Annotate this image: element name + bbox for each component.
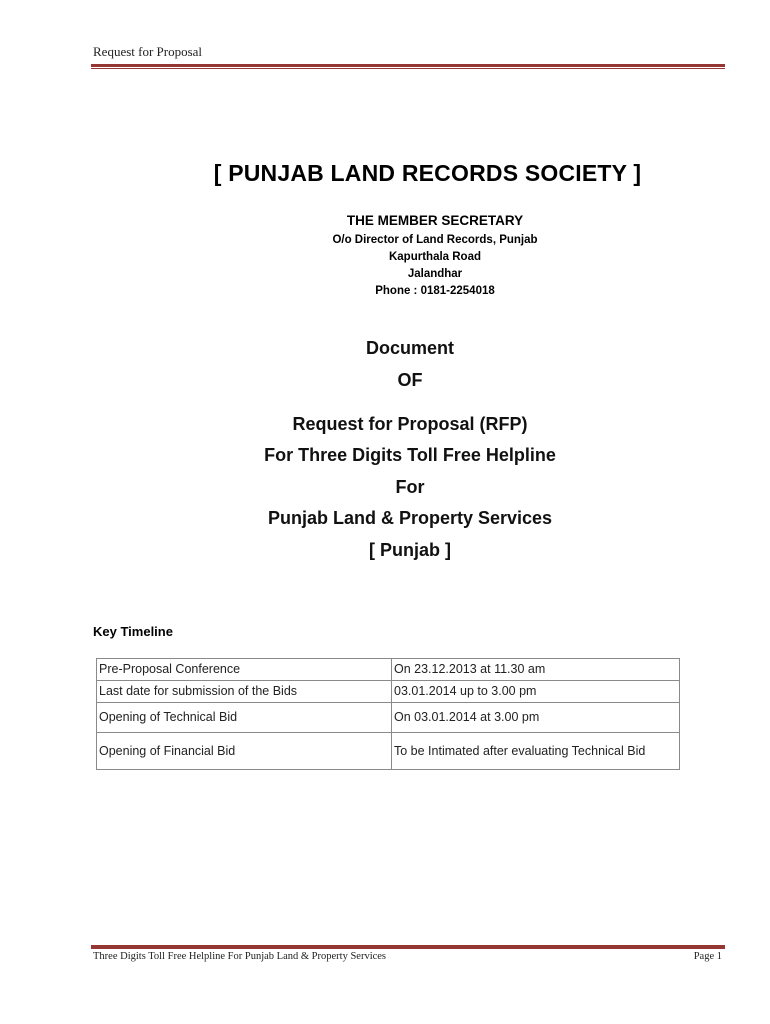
timeline-date: 03.01.2014 up to 3.00 pm [392, 681, 680, 703]
table-row [97, 733, 680, 770]
table-row [97, 681, 680, 703]
header-rule [91, 64, 725, 69]
doc-title-of: OF [397, 370, 423, 390]
timeline-event: Opening of Technical Bid [97, 703, 392, 733]
address-line-city: Jalandhar [407, 268, 463, 280]
key-timeline-table [96, 658, 680, 770]
table-row [97, 703, 680, 733]
footer-rule [91, 944, 725, 949]
timeline-date: On 03.01.2014 at 3.00 pm [392, 703, 680, 733]
doc-title-services: Punjab Land & Property Services [267, 508, 553, 528]
address-line-road: Kapurthala Road [388, 251, 481, 263]
timeline-event: Pre-Proposal Conference [97, 659, 392, 681]
timeline-event: Last date for submission of the Bids [97, 681, 392, 703]
page-number: Page 1 [693, 951, 722, 962]
key-timeline-heading: Key Timeline [93, 624, 173, 639]
page-footer-text: Three Digits Toll Free Helpline For Punjab Land & Property Services [93, 951, 387, 962]
page-header-title: Request for Proposal [93, 44, 203, 59]
table-row [97, 659, 680, 681]
timeline-date: To be Intimated after evaluating Technical Bid [392, 733, 680, 770]
timeline-date: On 23.12.2013 at 11.30 am [392, 659, 680, 681]
doc-title-rfp: Request for Proposal (RFP) [292, 414, 528, 434]
society-title: [ PUNJAB LAND RECORDS SOCIETY ] [213, 160, 642, 186]
address-line-office: O/o Director of Land Records, Punjab [332, 234, 538, 246]
doc-title-state: [ Punjab ] [369, 540, 451, 560]
address-line-phone: Phone : 0181-2254018 [375, 285, 495, 297]
doc-title-helpline: For Three Digits Toll Free Helpline [264, 445, 556, 465]
doc-title-for: For [395, 477, 425, 497]
timeline-event: Opening of Financial Bid [97, 733, 392, 770]
doc-title-document: Document [365, 338, 454, 358]
member-secretary: THE MEMBER SECRETARY [346, 213, 524, 228]
